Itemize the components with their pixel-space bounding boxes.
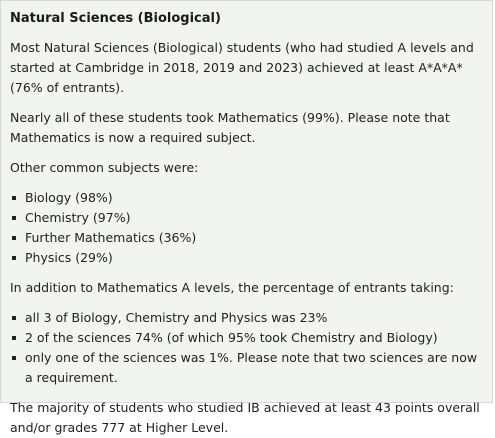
- intro-paragraph: Most Natural Sciences (Biological) students (who had studied A levels and started at Cambridge in 2018, 2019 and 2023) achieved at least A*A*A* (76% of entrants).: [10, 40, 474, 95]
- bullet-icon: [12, 256, 16, 260]
- bullet-icon: [12, 336, 16, 340]
- list-item: [10, 188, 482, 208]
- bullet-icon: [12, 216, 16, 220]
- list-item-text: Biology (98%): [25, 190, 113, 205]
- bullet-icon: [12, 196, 16, 200]
- common-subjects-list: [10, 188, 482, 268]
- list-item: [10, 328, 482, 348]
- list-item-text: Chemistry (97%): [25, 210, 131, 225]
- bullet-icon: [12, 356, 16, 360]
- bullet-icon: [12, 236, 16, 240]
- ib-note: The majority of students who studied IB achieved at least 43 points overall and/or grades 777 at Higher Level.: [10, 400, 480, 435]
- list-item-text: Physics (29%): [25, 250, 113, 265]
- list-item: [10, 228, 482, 248]
- sciences-breakdown-list: [10, 308, 482, 388]
- list-item: [10, 248, 482, 268]
- list-item-text: only one of the sciences was 1%. Please note that two sciences are now a requirement.: [25, 350, 478, 385]
- list-item-text: all 3 of Biology, Chemistry and Physics was 23%: [25, 310, 328, 325]
- section-title: Natural Sciences (Biological): [10, 11, 221, 26]
- sciences-heading: In addition to Mathematics A levels, the percentage of entrants taking:: [10, 280, 454, 295]
- common-subjects-heading: Other common subjects were:: [10, 160, 199, 175]
- bullet-icon: [12, 316, 16, 320]
- mathematics-note: Nearly all of these students took Mathematics (99%). Please note that Mathematics is now a required subject.: [10, 110, 450, 145]
- list-item: [10, 208, 482, 228]
- list-item: [10, 348, 482, 388]
- list-item-text: 2 of the sciences 74% (of which 95% took Chemistry and Biology): [25, 330, 438, 345]
- list-item: [10, 308, 482, 328]
- list-item-text: Further Mathematics (36%): [25, 230, 197, 245]
